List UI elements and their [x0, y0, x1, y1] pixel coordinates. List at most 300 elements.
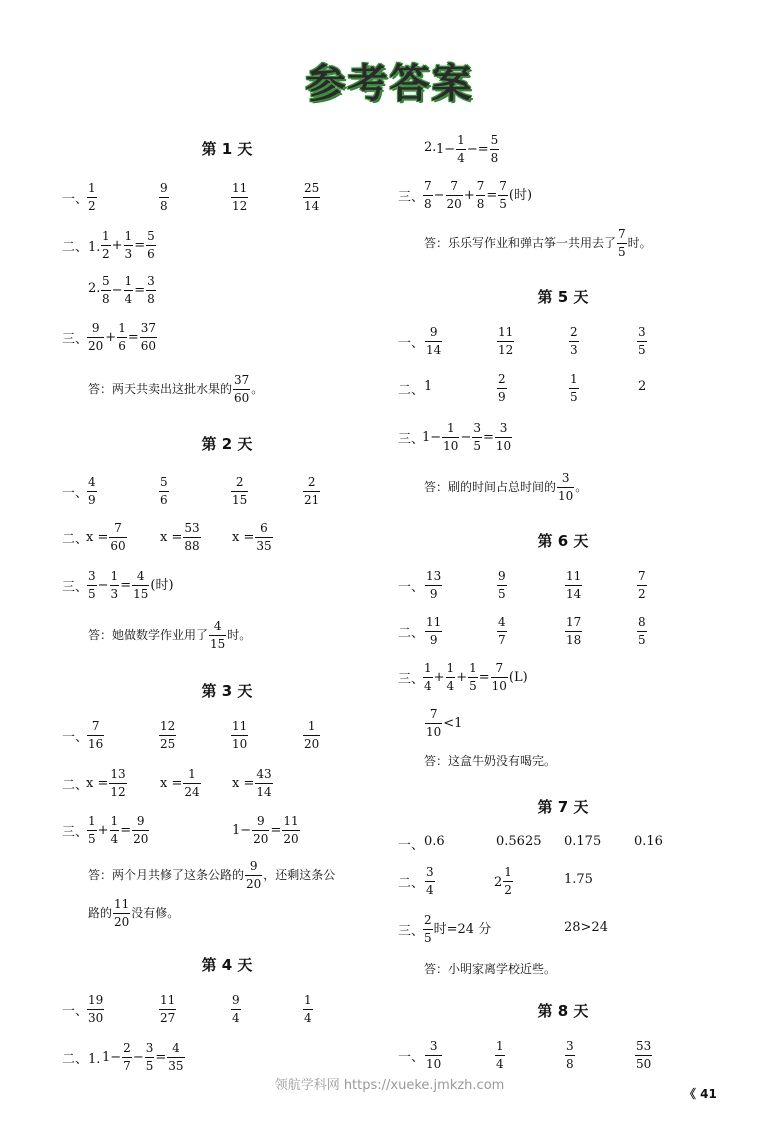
numerator: 11: [231, 180, 248, 198]
denominator: 4: [426, 883, 434, 897]
marker: 2.: [424, 140, 437, 155]
numerator: 2: [122, 1040, 132, 1058]
numerator: 7: [491, 660, 508, 678]
denominator: 9: [429, 587, 438, 601]
fraction: [231, 180, 248, 215]
page-title: 参考答案: [305, 61, 474, 107]
fraction: [446, 660, 456, 695]
fraction: [490, 132, 500, 167]
numerator: 7: [476, 178, 486, 196]
numerator: 11: [282, 813, 299, 831]
denominator: 8: [424, 197, 432, 211]
numerator: 3: [557, 470, 574, 488]
fraction: [425, 324, 442, 359]
numerator: 5: [159, 474, 169, 492]
numerator: 1: [569, 371, 579, 389]
numerator: 1: [495, 1038, 505, 1056]
marker: 二、: [62, 532, 89, 547]
expression: $\frac{2}{5}$ 时=24 分: [424, 913, 492, 945]
fraction: [132, 813, 149, 848]
fraction: [87, 320, 104, 355]
marker: 二、: [398, 383, 425, 398]
numerator: 12: [159, 718, 176, 736]
expression: x = $\frac{7}{60}$: [86, 521, 126, 553]
marker: 一、: [62, 192, 89, 207]
numerator: 53: [183, 520, 200, 538]
denominator: 30: [88, 1011, 104, 1025]
denominator: 8: [490, 151, 499, 165]
numerator: 7: [423, 178, 433, 196]
denominator: 4: [496, 1057, 504, 1071]
marker: 二、: [62, 778, 89, 793]
fraction: [167, 1040, 184, 1075]
expression: $\frac{5}{8}$ − $\frac{1}{4}$ = $\frac{3}{8}$: [102, 274, 155, 306]
value: 1.75: [564, 872, 593, 887]
fraction: [117, 320, 127, 355]
fraction: [140, 320, 157, 355]
denominator: 5: [145, 1059, 154, 1073]
denominator: 25: [160, 737, 176, 751]
denominator: 10: [495, 439, 512, 453]
marker: 一、: [398, 580, 425, 595]
marker: 一、: [398, 336, 425, 351]
denominator: 4: [457, 151, 465, 165]
numerator: 9: [497, 568, 507, 586]
denominator: 50: [636, 1057, 652, 1071]
value: 1: [424, 379, 433, 394]
denominator: 27: [160, 1011, 176, 1025]
numerator: 1: [110, 813, 120, 831]
numerator: 7: [617, 226, 627, 244]
fraction: [495, 420, 512, 455]
fraction: [425, 568, 442, 603]
fraction: [497, 568, 507, 603]
denominator: 3: [570, 343, 578, 357]
numerator: 43: [255, 766, 272, 784]
fraction: [233, 372, 250, 407]
denominator: 5: [618, 245, 626, 259]
fraction: [124, 273, 134, 308]
denominator: 5: [570, 390, 578, 404]
denominator: 9: [429, 633, 438, 647]
denominator: 5: [88, 832, 96, 846]
fraction: [255, 520, 272, 555]
fraction: [87, 180, 97, 215]
day-3-heading: 第 3 天: [201, 682, 253, 700]
footer-watermark: 领航学科网 https://xueke.jmkzh.com: [274, 1078, 505, 1093]
expression: 1− $\frac{9}{20}$ = $\frac{11}{20}$: [232, 814, 299, 846]
marker: 二、: [398, 876, 425, 891]
day-5-heading: 第 5 天: [537, 288, 589, 306]
denominator: 8: [566, 1057, 574, 1071]
fraction: [476, 178, 486, 213]
denominator: 35: [256, 539, 272, 553]
fraction: [113, 896, 130, 931]
value: 2: [638, 379, 647, 394]
expression: x = $\frac{13}{12}$: [86, 767, 126, 799]
day-2-heading: 第 2 天: [201, 435, 253, 453]
numerator: 9: [252, 813, 269, 831]
expression: x = $\frac{43}{14}$: [232, 767, 272, 799]
numerator: 4: [87, 474, 97, 492]
numerator: 3: [87, 568, 97, 586]
denominator: 5: [469, 679, 477, 693]
numerator: 37: [233, 372, 250, 390]
denominator: 24: [184, 785, 200, 799]
denominator: 5: [638, 633, 646, 647]
denominator: 15: [133, 587, 149, 601]
numerator: 1: [110, 568, 120, 586]
numerator: 4: [209, 618, 226, 636]
fraction: [146, 228, 156, 263]
marker: 二、1.: [62, 1052, 101, 1067]
value: 0.16: [634, 834, 663, 849]
numerator: 5: [101, 273, 111, 291]
numerator: 1: [124, 273, 134, 291]
fraction: [425, 614, 442, 649]
denominator: 20: [114, 915, 130, 929]
fraction: [87, 992, 104, 1027]
expression: x = $\frac{53}{88}$: [160, 521, 200, 553]
fraction: [565, 568, 582, 603]
numerator: 4: [132, 568, 149, 586]
fraction: [491, 660, 508, 695]
fraction: [159, 992, 176, 1027]
fraction: [498, 178, 508, 213]
numerator: 53: [635, 1038, 652, 1056]
marker: 二、: [398, 626, 425, 641]
numerator: 1: [303, 992, 313, 1010]
denominator: 12: [498, 343, 514, 357]
denominator: 14: [566, 587, 582, 601]
numerator: 5: [490, 132, 500, 150]
numerator: 1: [446, 660, 456, 678]
fraction: [87, 568, 97, 603]
denominator: 9: [88, 493, 96, 507]
denominator: 60: [140, 339, 157, 353]
denominator: 4: [110, 832, 119, 846]
day-1-heading: 第 1 天: [201, 140, 253, 158]
numerator: 8: [637, 614, 647, 632]
denominator: 5: [88, 587, 96, 601]
marker: 三、: [62, 580, 89, 595]
numerator: 2: [303, 474, 320, 492]
numerator: 2: [569, 324, 579, 342]
numerator: 13: [425, 568, 442, 586]
denominator: 6: [160, 493, 168, 507]
denominator: 10: [426, 1057, 442, 1071]
numerator: 7: [498, 178, 508, 196]
numerator: 3: [425, 1038, 442, 1056]
denominator: 7: [123, 1059, 131, 1073]
value: 0.175: [564, 834, 602, 849]
fraction: [425, 706, 442, 741]
marker: 一、: [62, 486, 89, 501]
expression: x = $\frac{6}{35}$: [232, 521, 272, 553]
denominator: 16: [88, 737, 104, 751]
denominator: 2: [102, 247, 110, 261]
numerator: 11: [113, 896, 130, 914]
numerator: 19: [87, 992, 104, 1010]
denominator: 10: [426, 725, 442, 739]
denominator: 20: [304, 737, 320, 751]
denominator: 20: [88, 339, 104, 353]
numerator: 7: [637, 568, 647, 586]
fraction: [423, 660, 433, 695]
fraction: [303, 180, 320, 215]
fraction: [425, 864, 435, 899]
fraction: [503, 864, 513, 899]
fraction: [145, 1040, 155, 1075]
fraction: [124, 228, 134, 263]
fraction: [255, 766, 272, 801]
denominator: 20: [253, 832, 269, 846]
numerator: 1: [468, 660, 478, 678]
denominator: 20: [246, 877, 262, 891]
d4-answer: 答：乐乐写作业和弹古筝一共用去了 $\frac{7}{5}$ 时。: [424, 227, 652, 259]
numerator: 1: [117, 320, 127, 338]
fraction: [231, 718, 248, 753]
denominator: 5: [473, 439, 481, 453]
numerator: 1: [503, 864, 513, 882]
fraction: [252, 813, 269, 848]
fraction: [122, 1040, 132, 1075]
denominator: 7: [498, 633, 506, 647]
denominator: 10: [443, 439, 459, 453]
denominator: 14: [256, 785, 272, 799]
fraction: [183, 766, 200, 801]
numerator: 1: [442, 420, 459, 438]
numerator: 2: [423, 912, 433, 930]
denominator: 60: [234, 391, 250, 405]
marker: 一、: [398, 838, 425, 853]
page-number: 《 41: [684, 1087, 717, 1101]
fraction: [442, 420, 459, 455]
fraction: [637, 614, 647, 649]
marker: 一、: [398, 1050, 425, 1065]
fraction: [109, 766, 126, 801]
denominator: 3: [124, 247, 133, 261]
numerator: 3: [495, 420, 512, 438]
fraction: [231, 992, 241, 1027]
denominator: 35: [168, 1059, 184, 1073]
fraction: [565, 1038, 575, 1073]
numerator: 11: [159, 992, 176, 1010]
fraction: [497, 324, 514, 359]
fraction: [557, 470, 574, 505]
numerator: 5: [146, 228, 156, 246]
fraction: [303, 992, 313, 1027]
numerator: 11: [497, 324, 514, 342]
numerator: 7: [109, 520, 126, 538]
fraction: [495, 1038, 505, 1073]
d7-answer: 答：小明家离学校近些。: [424, 962, 557, 976]
denominator: 9: [498, 390, 506, 404]
fraction: [497, 614, 507, 649]
numerator: 3: [146, 273, 156, 291]
numerator: 25: [303, 180, 320, 198]
numerator: 4: [497, 614, 507, 632]
expression: $\frac{1}{4}$ + $\frac{1}{4}$ + $\frac{1}{5}$ = $\frac{7}{10}$ (L): [424, 661, 528, 693]
numerator: 17: [565, 614, 582, 632]
denominator: 10: [232, 737, 248, 751]
fraction: [159, 474, 169, 509]
fraction: [468, 660, 478, 695]
marker: 三、: [398, 924, 425, 939]
numerator: 1: [303, 718, 320, 736]
denominator: 2: [638, 587, 646, 601]
denominator: 8: [102, 292, 110, 306]
numerator: 7: [446, 178, 463, 196]
fraction: [569, 324, 579, 359]
denominator: 18: [566, 633, 582, 647]
numerator: 1: [101, 228, 111, 246]
expression: 1− $\frac{2}{7}$ − $\frac{3}{5}$ = $\frac{4}{35}$: [102, 1041, 184, 1073]
fraction: [87, 474, 97, 509]
fraction: [565, 614, 582, 649]
value: 28>24: [564, 920, 608, 935]
value: 0.6: [424, 834, 445, 849]
fraction: [423, 178, 433, 213]
fraction: [303, 718, 320, 753]
denominator: 15: [232, 493, 248, 507]
denominator: 6: [147, 247, 155, 261]
numerator: 3: [472, 420, 482, 438]
denominator: 8: [476, 197, 485, 211]
mixed-number: 2 $\frac{1}{2}$: [494, 865, 512, 897]
denominator: 4: [424, 679, 432, 693]
fraction: [637, 324, 647, 359]
denominator: 14: [426, 343, 442, 357]
numerator: 1: [87, 180, 97, 198]
fraction: [425, 1038, 442, 1073]
fraction: [146, 273, 156, 308]
d3-answer-line1: 答：两个月共修了这条公路的 $\frac{9}{20}$ ，还剩这条公: [88, 859, 336, 891]
denominator: 4: [232, 1011, 240, 1025]
denominator: 88: [184, 539, 200, 553]
expression: $\frac{7}{10}$ <1: [426, 707, 463, 739]
day-7-heading: 第 7 天: [537, 798, 589, 816]
denominator: 21: [304, 493, 320, 507]
denominator: 14: [304, 199, 320, 213]
numerator: 11: [565, 568, 582, 586]
fraction: [110, 568, 120, 603]
marker: 三、: [398, 190, 425, 205]
denominator: 4: [304, 1011, 312, 1025]
day-4-heading: 第 4 天: [201, 956, 253, 974]
fraction: [231, 474, 248, 509]
denominator: 20: [446, 197, 462, 211]
expression: $\frac{3}{5}$ − $\frac{1}{3}$ = $\frac{4}{15}$ (时): [88, 569, 174, 601]
denominator: 12: [110, 785, 126, 799]
numerator: 3: [145, 1040, 155, 1058]
marker: 三、: [62, 825, 89, 840]
marker: 一、: [62, 1004, 89, 1019]
numerator: 13: [109, 766, 126, 784]
numerator: 4: [167, 1040, 184, 1058]
denominator: 8: [147, 292, 155, 306]
denominator: 10: [491, 679, 507, 693]
numerator: 3: [425, 864, 435, 882]
fraction: [472, 420, 482, 455]
numerator: 7: [87, 718, 104, 736]
denominator: 20: [283, 832, 299, 846]
denominator: 5: [638, 343, 646, 357]
day-8-heading: 第 8 天: [537, 1002, 589, 1020]
fraction: [569, 371, 579, 406]
numerator: 11: [425, 614, 442, 632]
fraction: [209, 618, 226, 653]
d5-answer: 答：刷的时间占总时间的 $\frac{3}{10}$ 。: [424, 471, 588, 503]
fraction: [109, 520, 126, 555]
fraction: [245, 858, 262, 893]
expression: x = $\frac{1}{24}$: [160, 767, 200, 799]
expression: 1− $\frac{1}{4}$ −= $\frac{5}{8}$: [436, 133, 499, 165]
fraction: [101, 228, 111, 263]
numerator: 9: [425, 324, 442, 342]
value: 0.5625: [496, 834, 542, 849]
fraction: [159, 718, 176, 753]
fraction: [110, 813, 120, 848]
d1-answer: 答：两天共卖出这批水果的 $\frac{37}{60}$ 。: [88, 373, 264, 405]
numerator: 9: [231, 992, 241, 1010]
fraction: [446, 178, 463, 213]
fraction: [132, 568, 149, 603]
denominator: 6: [118, 339, 126, 353]
fraction: [87, 813, 97, 848]
fraction: [497, 371, 507, 406]
marker: 二、1.: [62, 240, 101, 255]
marker: 一、: [62, 730, 89, 745]
fraction: [635, 1038, 652, 1073]
numerator: 2: [231, 474, 248, 492]
denominator: 3: [110, 587, 119, 601]
numerator: 6: [255, 520, 272, 538]
numerator: 3: [637, 324, 647, 342]
d2-answer: 答：她做数学作业用了 $\frac{4}{15}$ 时。: [88, 619, 252, 651]
d6-answer: 答：这盒牛奶没有喝完。: [424, 754, 557, 768]
numerator: 1: [87, 813, 97, 831]
numerator: 11: [231, 718, 248, 736]
marker: 三、: [398, 432, 425, 447]
numerator: 7: [425, 706, 442, 724]
marker: 三、: [398, 672, 425, 687]
fraction: [303, 474, 320, 509]
numerator: 9: [159, 180, 169, 198]
denominator: 5: [499, 197, 507, 211]
numerator: 1: [124, 228, 134, 246]
marker: 2.: [88, 281, 101, 296]
denominator: 5: [498, 587, 506, 601]
fraction: [101, 273, 111, 308]
expression: $\frac{7}{8}$ − $\frac{7}{20}$ + $\frac{7}{8}$ = $\frac{7}{5}$ (时): [424, 179, 533, 211]
numerator: 9: [245, 858, 262, 876]
fraction: [282, 813, 299, 848]
expression: $\frac{9}{20}$ + $\frac{1}{6}$ = $\frac{37}{60}$: [88, 321, 157, 353]
marker: 三、: [62, 332, 89, 347]
d3-answer-line2: 路的 $\frac{11}{20}$ 没有修。: [88, 897, 180, 929]
denominator: 4: [124, 292, 133, 306]
expression: $\frac{1}{2}$ + $\frac{1}{3}$ = $\frac{5}{6}$: [102, 229, 155, 261]
fraction: [183, 520, 200, 555]
denominator: 5: [424, 931, 432, 945]
numerator: 3: [565, 1038, 575, 1056]
expression: 1− $\frac{1}{10}$ − $\frac{3}{5}$ = $\frac{3}{10}$: [422, 421, 512, 453]
fraction: [637, 568, 647, 603]
numerator: 9: [132, 813, 149, 831]
fraction: [456, 132, 466, 167]
denominator: 2: [504, 883, 512, 897]
